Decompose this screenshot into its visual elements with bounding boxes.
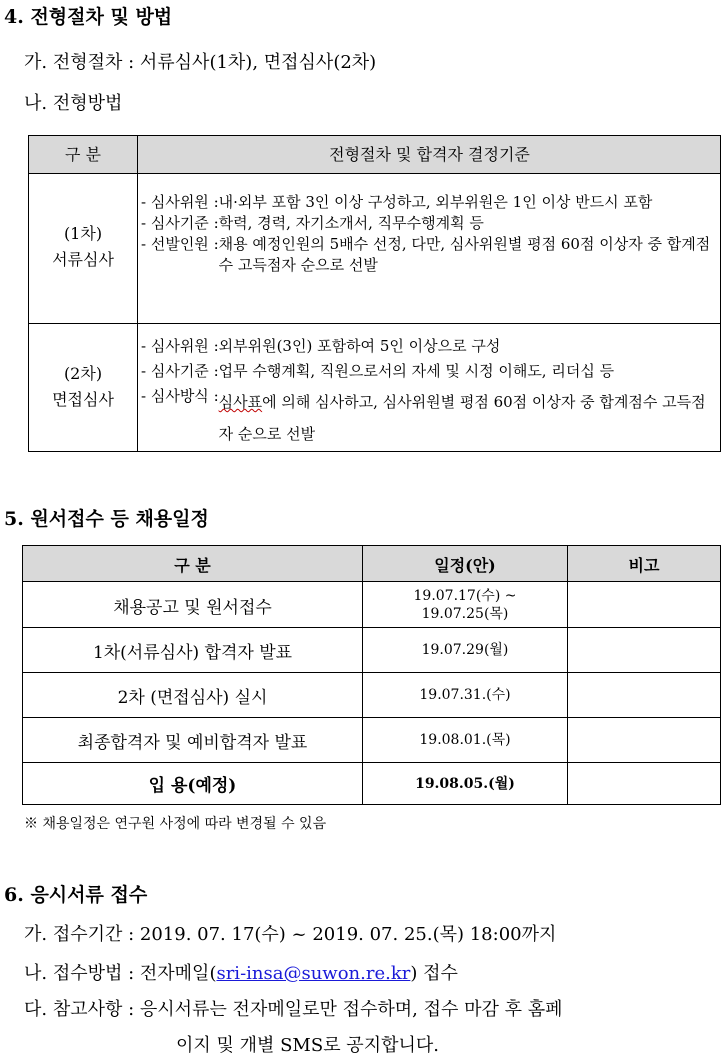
row1-category <box>29 221 137 273</box>
section4-item-ga: 가. 전형절차 : 서류심사(1차), 면접심사(2차) <box>24 52 377 73</box>
row2-category-line2: 면접심사 <box>52 390 114 409</box>
remarks-cell <box>568 628 720 672</box>
selection-method-table <box>28 135 721 452</box>
remarks-cell <box>568 718 720 762</box>
section5-heading: 5. 원서접수 등 채용일정 <box>4 508 209 530</box>
section6-item-ga: 가. 접수기간 : 2019. 07. 17(수) ~ 2019. 07. 25.(목) 18:00까지 <box>24 924 557 945</box>
header-criteria: 전형절차 및 합격자 결정기준 <box>329 145 530 164</box>
email-link[interactable]: sri-insa@suwon.re.kr <box>216 963 411 984</box>
section6-item-da-line2: 이지 및 개별 SMS로 공지합니다. <box>176 1035 439 1056</box>
schedule-date: 19.08.05.(월) <box>415 775 515 792</box>
section6-item-da-line1: 다. 참고사항 : 응시서류는 전자메일로만 접수하며, 접수 마감 후 홈페 <box>24 999 563 1020</box>
list-item: - 심사방식 : 심사표에 의해 심사하고, 심사위원별 평점 60점 이상자 중 합계점수 고득점자 순으로 선발 <box>141 387 706 443</box>
schedule-date: 19.07.31.(수) <box>419 687 511 703</box>
table-row: 채용공고 및 원서접수 <box>113 597 272 618</box>
remarks-cell <box>568 583 720 627</box>
schedule-date: 19.07.17(수) ~ 19.07.25(목) <box>413 588 517 622</box>
row1-category-line1: (1차) <box>63 224 103 243</box>
table-row: 입 용(예정) <box>148 776 237 796</box>
header-category: 구 분 <box>65 145 101 164</box>
row2-category <box>29 361 137 413</box>
list-item: - 심사위원 : 내·외부 포함 3인 이상 구성하고, 외부위원은 1인 이상 반드시 포함 <box>141 193 653 211</box>
table-row: 최종합격자 및 예비합격자 발표 <box>77 732 308 753</box>
section6-heading: 6. 응시서류 접수 <box>4 884 148 906</box>
row1-category-line2: 서류심사 <box>52 250 114 269</box>
list-item: - 심사기준 : 학력, 경력, 자기소개서, 직무수행계획 등 <box>141 214 484 232</box>
schedule-footnote: ※ 채용일정은 연구원 사정에 따라 변경될 수 있음 <box>24 816 327 832</box>
table-row: 1차(서류심사) 합격자 발표 <box>92 642 293 663</box>
header-category: 구 분 <box>174 555 211 575</box>
table-row: 2차 (면접심사) 실시 <box>117 687 268 708</box>
row2-criteria <box>141 336 713 450</box>
list-item: - 심사기준 : 업무 수행계획, 직원으로서의 자세 및 시정 이해도, 리더십 등 <box>141 362 615 380</box>
remarks-cell <box>568 673 720 717</box>
schedule-date: 19.08.01.(목) <box>419 732 511 748</box>
schedule-date: 19.07.29(월) <box>421 642 509 658</box>
row1-criteria <box>141 192 713 276</box>
schedule-table <box>22 545 721 805</box>
row2-category-line1: (2차) <box>63 364 103 383</box>
section4-item-na: 나. 전형방법 <box>24 93 123 114</box>
section4-heading: 4. 전형절차 및 방법 <box>4 6 173 28</box>
header-remarks: 비고 <box>628 555 660 575</box>
header-schedule: 일정(안) <box>434 555 496 575</box>
section6-item-na: 나. 접수방법 : 전자메일(sri-insa@suwon.re.kr) 접수 <box>24 963 458 984</box>
list-item: - 선발인원 : 채용 예정인원의 5배수 선정, 다만, 심사위원별 평점 60점 이상자 중 합계점수 고득점자 순으로 선발 <box>141 235 711 274</box>
list-item: - 심사위원 : 외부위원(3인) 포함하여 5인 이상으로 구성 <box>141 337 501 355</box>
remarks-cell <box>568 763 720 804</box>
